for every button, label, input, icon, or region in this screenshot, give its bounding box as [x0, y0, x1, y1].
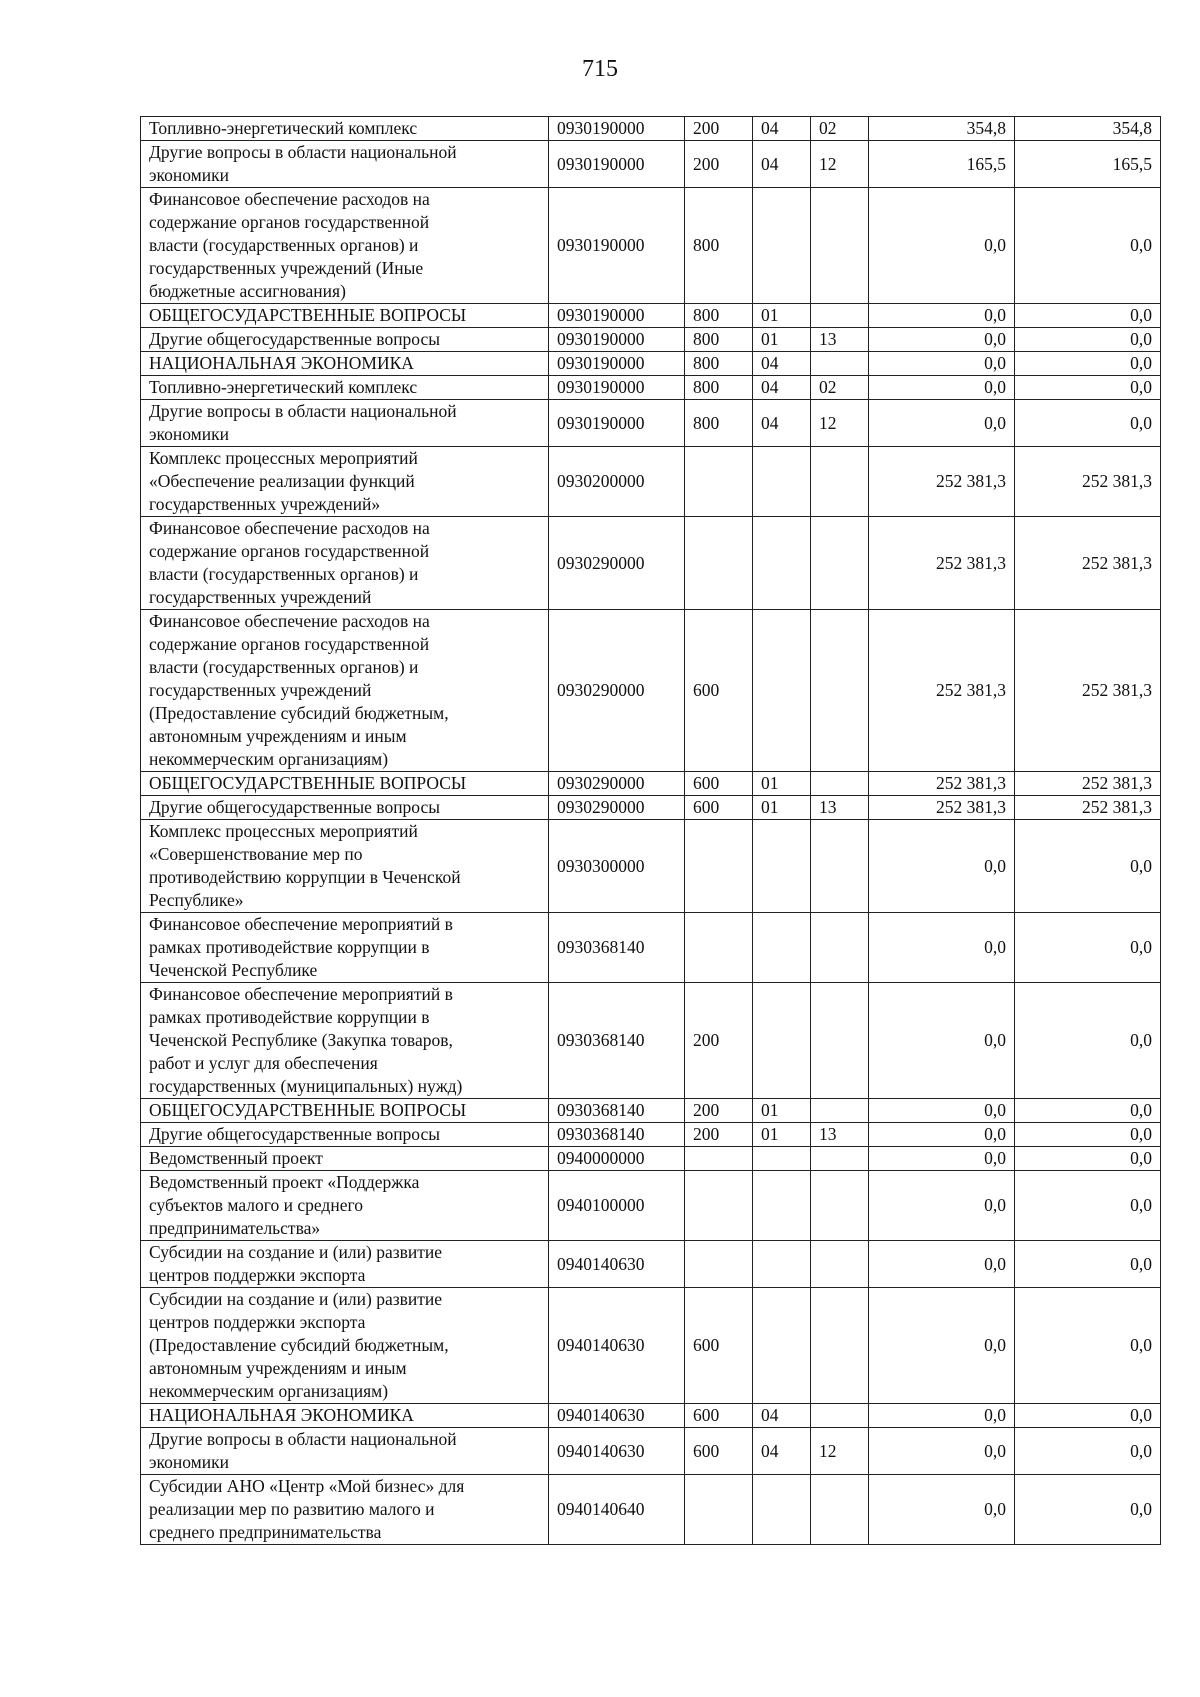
table-row	[141, 328, 1161, 352]
table-row	[141, 1099, 1161, 1123]
row-section	[753, 517, 811, 610]
row-expense-type	[685, 1171, 753, 1241]
table-row	[141, 352, 1161, 376]
row-subsection	[811, 610, 869, 772]
table-row	[141, 304, 1161, 328]
table-row	[141, 820, 1161, 913]
row-amount-year-2: 0,0	[1015, 1099, 1161, 1123]
row-code: 0940140630	[549, 1428, 685, 1475]
row-amount-year-2: 354,8	[1015, 117, 1161, 141]
page-number: 715	[582, 56, 618, 82]
row-amount-year-1: 165,5	[869, 141, 1015, 188]
row-subsection	[811, 820, 869, 913]
table-row	[141, 1147, 1161, 1171]
row-amount-year-1: 0,0	[869, 1288, 1015, 1404]
row-section	[753, 610, 811, 772]
row-expense-type: 800	[685, 304, 753, 328]
row-amount-year-2: 0,0	[1015, 1475, 1161, 1545]
row-section	[753, 1475, 811, 1545]
row-name: Финансовое обеспечение расходов на содержание органов государственной власти (государственных органов) и государственных учреждений (Иные бюджетные ассигнования)	[141, 188, 549, 304]
row-code: 0940140640	[549, 1475, 685, 1545]
row-subsection: 12	[811, 141, 869, 188]
row-amount-year-1: 0,0	[869, 1475, 1015, 1545]
row-amount-year-1: 0,0	[869, 983, 1015, 1099]
row-subsection: 12	[811, 400, 869, 447]
row-section: 04	[753, 376, 811, 400]
row-subsection	[811, 1171, 869, 1241]
row-subsection: 12	[811, 1428, 869, 1475]
row-expense-type	[685, 820, 753, 913]
row-amount-year-2: 252 381,3	[1015, 447, 1161, 517]
row-amount-year-1: 0,0	[869, 913, 1015, 983]
row-expense-type: 800	[685, 188, 753, 304]
table-row	[141, 796, 1161, 820]
table-row	[141, 141, 1161, 188]
row-subsection	[811, 304, 869, 328]
row-amount-year-2: 252 381,3	[1015, 796, 1161, 820]
table-row	[141, 1404, 1161, 1428]
row-code: 0930190000	[549, 376, 685, 400]
row-amount-year-1: 0,0	[869, 376, 1015, 400]
row-code: 0930290000	[549, 610, 685, 772]
row-code: 0930290000	[549, 796, 685, 820]
row-expense-type: 600	[685, 1404, 753, 1428]
row-name: Другие вопросы в области национальной экономики	[141, 1428, 549, 1475]
row-name: Комплекс процессных мероприятий «Обеспечение реализации функций государственных учреждений»	[141, 447, 549, 517]
row-section: 01	[753, 328, 811, 352]
row-amount-year-1: 354,8	[869, 117, 1015, 141]
row-subsection: 02	[811, 376, 869, 400]
row-amount-year-2: 0,0	[1015, 376, 1161, 400]
row-amount-year-2: 252 381,3	[1015, 610, 1161, 772]
row-amount-year-1: 252 381,3	[869, 447, 1015, 517]
row-subsection	[811, 447, 869, 517]
row-name: Ведомственный проект «Поддержка субъектов малого и среднего предпринимательства»	[141, 1171, 549, 1241]
row-amount-year-1: 252 381,3	[869, 796, 1015, 820]
row-amount-year-2: 0,0	[1015, 983, 1161, 1099]
row-expense-type: 800	[685, 376, 753, 400]
row-expense-type: 600	[685, 796, 753, 820]
row-name: Другие вопросы в области национальной экономики	[141, 141, 549, 188]
row-subsection: 13	[811, 796, 869, 820]
row-amount-year-2: 252 381,3	[1015, 517, 1161, 610]
table-row	[141, 400, 1161, 447]
row-amount-year-2: 0,0	[1015, 352, 1161, 376]
table-row	[141, 517, 1161, 610]
row-subsection: 02	[811, 117, 869, 141]
row-expense-type	[685, 1475, 753, 1545]
row-amount-year-1: 0,0	[869, 400, 1015, 447]
row-section	[753, 1288, 811, 1404]
row-amount-year-1: 0,0	[869, 820, 1015, 913]
table-row	[141, 772, 1161, 796]
table-row	[141, 1428, 1161, 1475]
row-expense-type: 600	[685, 1288, 753, 1404]
row-code: 0930368140	[549, 1099, 685, 1123]
row-subsection	[811, 1288, 869, 1404]
row-amount-year-1: 0,0	[869, 1123, 1015, 1147]
row-expense-type: 600	[685, 610, 753, 772]
row-name: Финансовое обеспечение мероприятий в рамках противодействие коррупции в Чеченской Республике	[141, 913, 549, 983]
row-name: Комплекс процессных мероприятий «Совершенствование мер по противодействию коррупции в Чеченской Республике»	[141, 820, 549, 913]
row-section: 04	[753, 1428, 811, 1475]
row-subsection	[811, 352, 869, 376]
row-name: Финансовое обеспечение расходов на содержание органов государственной власти (государственных органов) и государственных учреждений (Предоставление субсидий бюджетным, автономным учреждениям и иным некоммерческим организациям)	[141, 610, 549, 772]
row-amount-year-1: 0,0	[869, 1171, 1015, 1241]
row-subsection	[811, 1099, 869, 1123]
row-section	[753, 1241, 811, 1288]
table-row	[141, 1123, 1161, 1147]
row-amount-year-2: 0,0	[1015, 1288, 1161, 1404]
table-row	[141, 913, 1161, 983]
row-code: 0930190000	[549, 352, 685, 376]
row-expense-type: 200	[685, 1123, 753, 1147]
row-name: Топливно-энергетический комплекс	[141, 117, 549, 141]
row-amount-year-2: 0,0	[1015, 304, 1161, 328]
row-section: 04	[753, 400, 811, 447]
row-code: 0930290000	[549, 772, 685, 796]
row-section: 04	[753, 1404, 811, 1428]
row-name: Субсидии АНО «Центр «Мой бизнес» для реализации мер по развитию малого и среднего предпринимательства	[141, 1475, 549, 1545]
table-row	[141, 117, 1161, 141]
row-subsection	[811, 1241, 869, 1288]
table-row	[141, 188, 1161, 304]
row-subsection	[811, 188, 869, 304]
row-name: Финансовое обеспечение мероприятий в рамках противодействие коррупции в Чеченской Республике (Закупка товаров, работ и услуг для обеспечения государственных (муниципальных) нужд)	[141, 983, 549, 1099]
row-section: 01	[753, 304, 811, 328]
row-section	[753, 188, 811, 304]
row-expense-type: 200	[685, 1099, 753, 1123]
row-name: Топливно-энергетический комплекс	[141, 376, 549, 400]
table-row	[141, 983, 1161, 1099]
row-amount-year-2: 0,0	[1015, 1171, 1161, 1241]
row-amount-year-1: 0,0	[869, 352, 1015, 376]
row-code: 0930190000	[549, 141, 685, 188]
row-section: 01	[753, 1099, 811, 1123]
row-subsection	[811, 772, 869, 796]
row-amount-year-2: 165,5	[1015, 141, 1161, 188]
row-name: Субсидии на создание и (или) развитие центров поддержки экспорта (Предоставление субсидий бюджетным, автономным учреждениям и иным некоммерческим организациям)	[141, 1288, 549, 1404]
row-subsection: 13	[811, 328, 869, 352]
row-code: 0930190000	[549, 188, 685, 304]
row-amount-year-1: 252 381,3	[869, 610, 1015, 772]
row-subsection	[811, 913, 869, 983]
row-name: Ведомственный проект	[141, 1147, 549, 1171]
row-code: 0940140630	[549, 1288, 685, 1404]
row-section	[753, 983, 811, 1099]
row-subsection	[811, 1147, 869, 1171]
row-name: Другие общегосударственные вопросы	[141, 796, 549, 820]
row-name: Другие общегосударственные вопросы	[141, 328, 549, 352]
row-section: 01	[753, 796, 811, 820]
row-amount-year-2: 252 381,3	[1015, 772, 1161, 796]
row-name: Финансовое обеспечение расходов на содержание органов государственной власти (государственных органов) и государственных учреждений	[141, 517, 549, 610]
row-code: 0930190000	[549, 400, 685, 447]
row-amount-year-2: 0,0	[1015, 400, 1161, 447]
row-expense-type: 600	[685, 1428, 753, 1475]
row-code: 0940140630	[549, 1241, 685, 1288]
row-code: 0930190000	[549, 304, 685, 328]
row-amount-year-2: 0,0	[1015, 1241, 1161, 1288]
table-body	[141, 117, 1161, 1545]
row-expense-type	[685, 913, 753, 983]
row-code: 0940100000	[549, 1171, 685, 1241]
row-expense-type	[685, 1241, 753, 1288]
row-amount-year-2: 0,0	[1015, 188, 1161, 304]
row-name: ОБЩЕГОСУДАРСТВЕННЫЕ ВОПРОСЫ	[141, 772, 549, 796]
row-amount-year-2: 0,0	[1015, 913, 1161, 983]
row-expense-type: 800	[685, 400, 753, 447]
row-amount-year-2: 0,0	[1015, 328, 1161, 352]
row-expense-type: 200	[685, 141, 753, 188]
row-code: 0930200000	[549, 447, 685, 517]
row-code: 0930368140	[549, 1123, 685, 1147]
table-row	[141, 1241, 1161, 1288]
row-name: ОБЩЕГОСУДАРСТВЕННЫЕ ВОПРОСЫ	[141, 1099, 549, 1123]
row-section: 04	[753, 352, 811, 376]
row-amount-year-1: 252 381,3	[869, 772, 1015, 796]
row-amount-year-2: 0,0	[1015, 1123, 1161, 1147]
row-amount-year-1: 0,0	[869, 1428, 1015, 1475]
table-row	[141, 1288, 1161, 1404]
row-amount-year-1: 0,0	[869, 328, 1015, 352]
row-section	[753, 1171, 811, 1241]
row-section	[753, 820, 811, 913]
row-name: НАЦИОНАЛЬНАЯ ЭКОНОМИКА	[141, 1404, 549, 1428]
row-code: 0930290000	[549, 517, 685, 610]
row-code: 0930300000	[549, 820, 685, 913]
row-section: 01	[753, 1123, 811, 1147]
row-code: 0930368140	[549, 913, 685, 983]
row-amount-year-2: 0,0	[1015, 820, 1161, 913]
row-subsection	[811, 1475, 869, 1545]
row-subsection: 13	[811, 1123, 869, 1147]
row-code: 0930190000	[549, 328, 685, 352]
row-amount-year-1: 252 381,3	[869, 517, 1015, 610]
budget-table	[140, 116, 1161, 1545]
table-row	[141, 1475, 1161, 1545]
table-row	[141, 1171, 1161, 1241]
row-expense-type	[685, 1147, 753, 1171]
row-section	[753, 447, 811, 517]
row-name: Субсидии на создание и (или) развитие центров поддержки экспорта	[141, 1241, 549, 1288]
row-expense-type: 200	[685, 117, 753, 141]
table-row	[141, 610, 1161, 772]
row-amount-year-1: 0,0	[869, 1099, 1015, 1123]
row-amount-year-1: 0,0	[869, 304, 1015, 328]
row-amount-year-2: 0,0	[1015, 1404, 1161, 1428]
row-expense-type: 600	[685, 772, 753, 796]
row-expense-type	[685, 447, 753, 517]
row-name: НАЦИОНАЛЬНАЯ ЭКОНОМИКА	[141, 352, 549, 376]
table-row	[141, 447, 1161, 517]
row-code: 0940000000	[549, 1147, 685, 1171]
row-code: 0930368140	[549, 983, 685, 1099]
row-expense-type: 200	[685, 983, 753, 1099]
row-section: 01	[753, 772, 811, 796]
table-row	[141, 376, 1161, 400]
row-amount-year-2: 0,0	[1015, 1147, 1161, 1171]
row-subsection	[811, 517, 869, 610]
row-amount-year-1: 0,0	[869, 1241, 1015, 1288]
row-expense-type	[685, 517, 753, 610]
row-section	[753, 1147, 811, 1171]
row-name: Другие общегосударственные вопросы	[141, 1123, 549, 1147]
row-amount-year-2: 0,0	[1015, 1428, 1161, 1475]
row-subsection	[811, 1404, 869, 1428]
row-section	[753, 913, 811, 983]
row-section: 04	[753, 117, 811, 141]
row-code: 0940140630	[549, 1404, 685, 1428]
row-amount-year-1: 0,0	[869, 1147, 1015, 1171]
row-code: 0930190000	[549, 117, 685, 141]
row-subsection	[811, 983, 869, 1099]
row-name: ОБЩЕГОСУДАРСТВЕННЫЕ ВОПРОСЫ	[141, 304, 549, 328]
row-name: Другие вопросы в области национальной экономики	[141, 400, 549, 447]
row-section: 04	[753, 141, 811, 188]
row-amount-year-1: 0,0	[869, 1404, 1015, 1428]
row-amount-year-1: 0,0	[869, 188, 1015, 304]
row-expense-type: 800	[685, 352, 753, 376]
row-expense-type: 800	[685, 328, 753, 352]
